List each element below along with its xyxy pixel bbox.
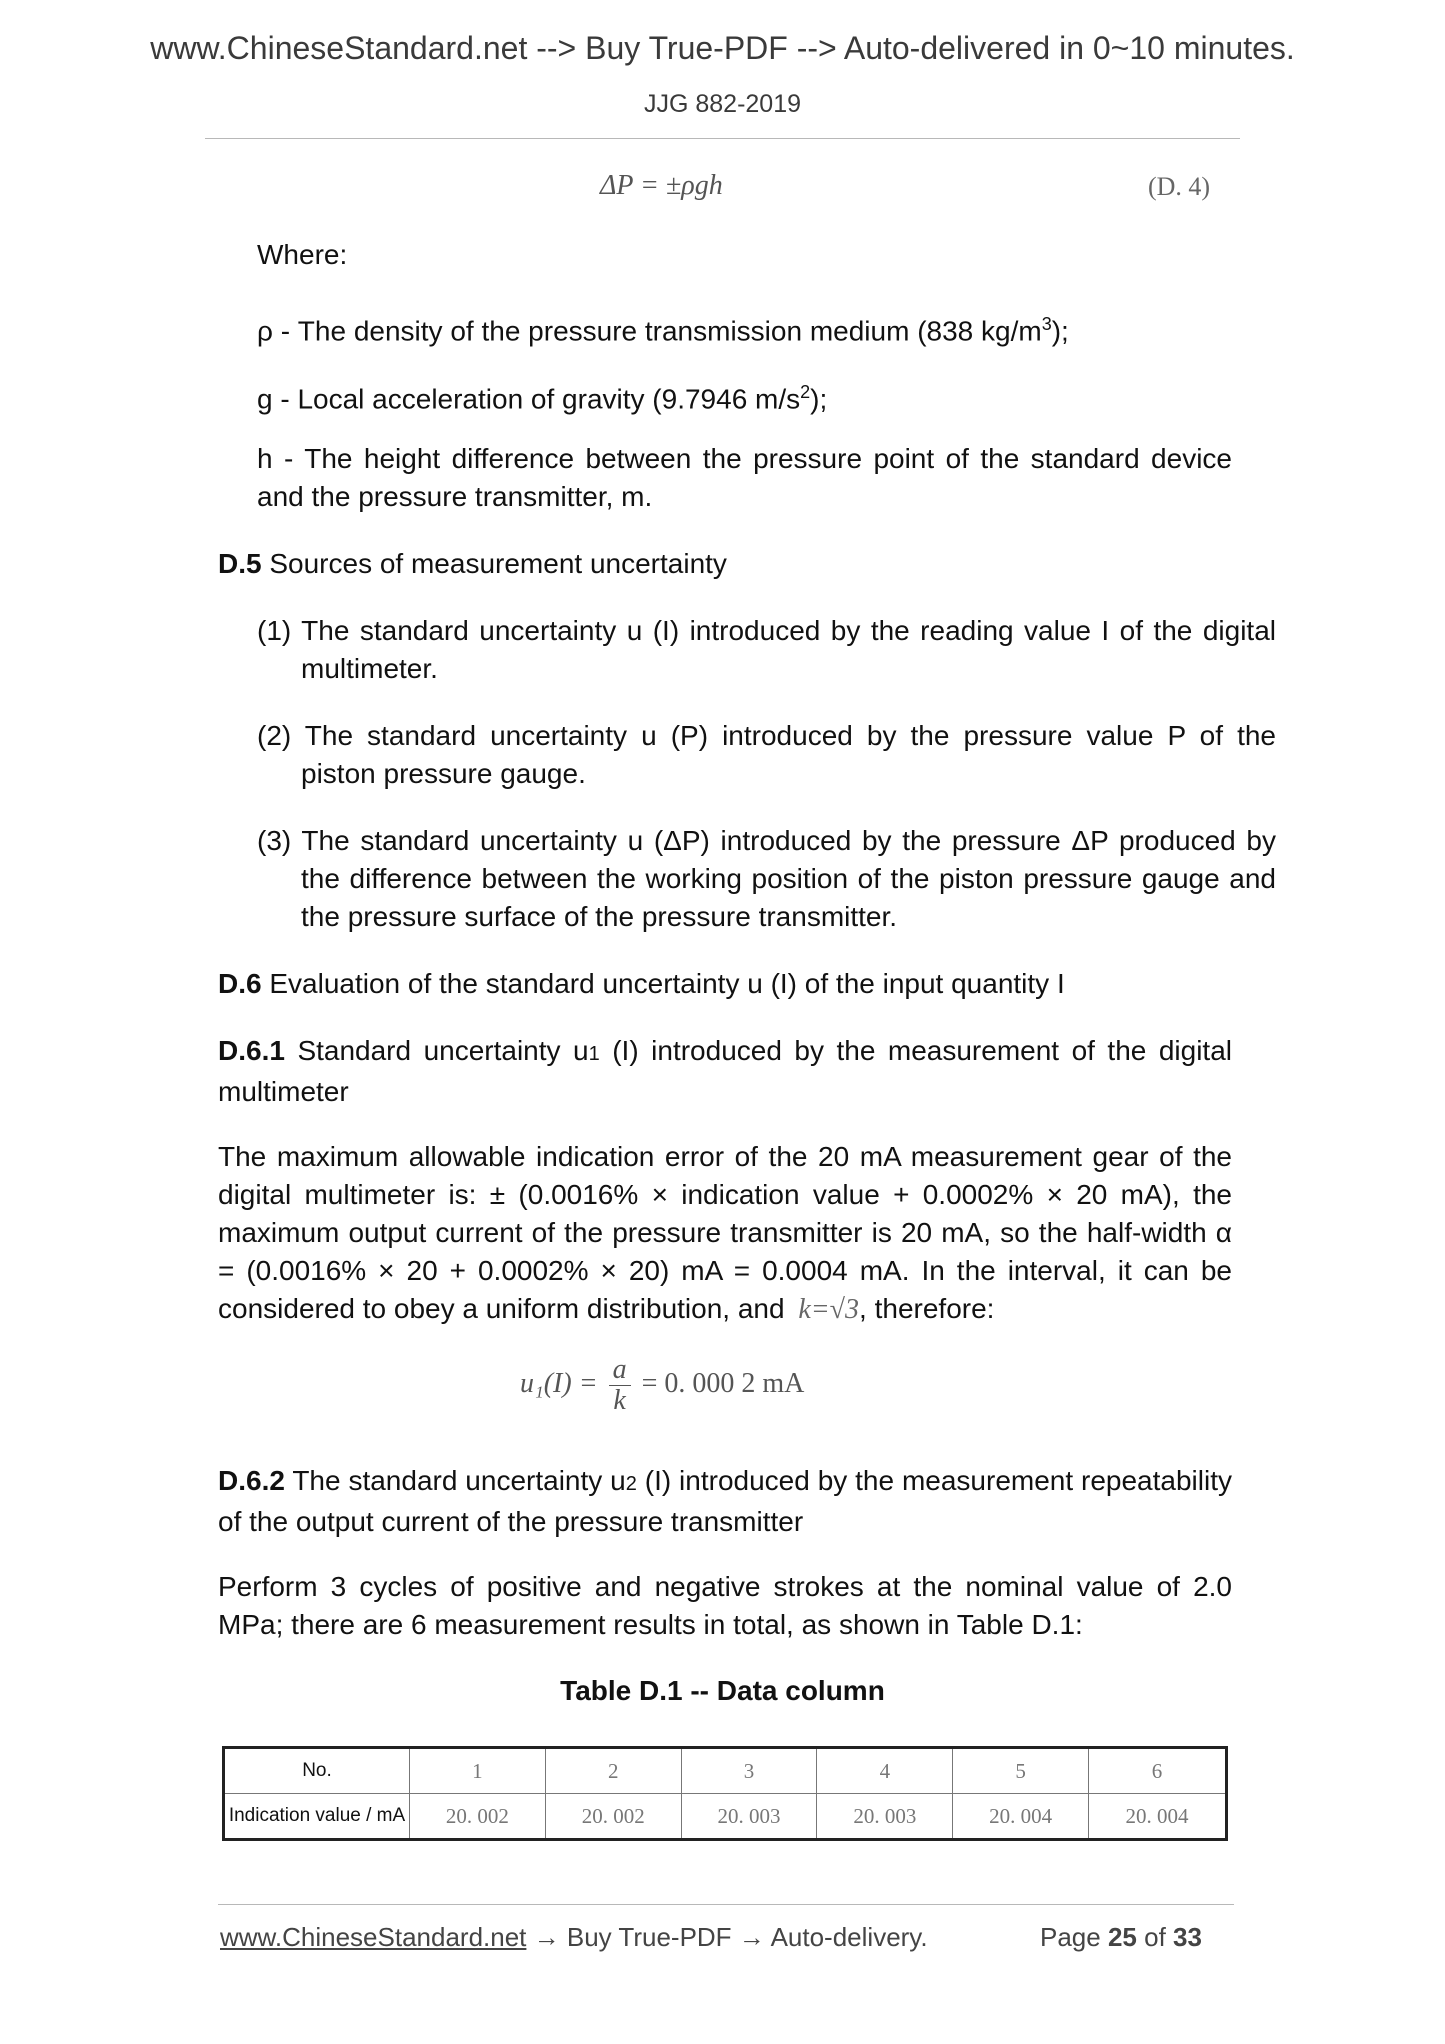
definition-g-text: g - Local acceleration of gravity (9.7946 m/s — [257, 383, 801, 415]
definition-rho-text: ρ - The density of the pressure transmission medium (838 kg/m — [257, 315, 1042, 347]
table-header-no: No. — [224, 1748, 410, 1794]
section-d5-number: D.5 — [218, 548, 262, 579]
section-d62-title-b: (I) introduced by the measurement repeatability of the output current of the pressure transmitter — [218, 1465, 1232, 1537]
definition-rho — [257, 305, 1237, 350]
page-number: 25 — [1107, 1922, 1137, 1952]
footer-rule — [218, 1904, 1234, 1905]
table-cell-value: 20. 004 — [1089, 1794, 1227, 1840]
section-d6-title: Evaluation of the standard uncertainty u (I) of the input quantity I — [269, 968, 1065, 999]
equation-u1-lhs: u₁(I) = — [520, 1367, 598, 1399]
document-id: JJG 882-2019 — [643, 90, 802, 118]
section-d62-title-a: The standard uncertainty u — [292, 1465, 626, 1496]
equation-d4-number: (D. 4) — [1148, 172, 1211, 201]
section-d6-number: D.6 — [218, 968, 262, 999]
equation-d4: ΔP = ±ρgh — [600, 170, 723, 201]
section-d61-title-b: (I) introduced by the measurement of the digital multimeter — [218, 1035, 1232, 1107]
table-cell-value: 20. 002 — [410, 1794, 546, 1840]
data-table — [222, 1746, 1228, 1841]
table-header-indication: Indication value / mA — [224, 1794, 410, 1840]
d61-body-end: , therefore: — [859, 1293, 995, 1324]
table-cell-number: 1 — [410, 1748, 546, 1794]
table-cell-number: 4 — [817, 1748, 953, 1794]
k-expression: k=√3 — [798, 1294, 860, 1325]
equation-u1-denominator: k — [613, 1385, 626, 1416]
top-banner: www.ChineseStandard.net --> Buy True-PDF --> Auto-delivered in 0~10 minutes. — [150, 30, 1295, 66]
table-cell-number: 2 — [545, 1748, 681, 1794]
d61-body-text: The maximum allowable indication error of the 20 mA measurement gear of the digital multimeter is: ± (0.0016% × indication value + 0.0002% × 20 mA), the maximum output current of the pressure transmitter is 20 mA, so the half-width α = (0.0016% × 20 + 0.0002% × 20) mA = 0.0004 mA. In the interval, it can be considered to obey a uniform distribution, and — [218, 1141, 1232, 1324]
section-d62-title-sub: 2 — [625, 1473, 637, 1495]
definition-rho-end: ); — [1051, 315, 1069, 347]
section-d62-heading — [218, 1462, 1232, 1541]
table-caption: Table D.1 -- Data column — [560, 1675, 885, 1706]
section-d5-heading — [218, 545, 1238, 583]
page-indicator — [1040, 1922, 1202, 1953]
page-label: Page — [1040, 1922, 1101, 1952]
d62-body: Perform 3 cycles of positive and negative strokes at the nominal value of 2.0 MPa; there are 6 measurement results in total, as shown in Table D.1: — [218, 1571, 1232, 1640]
table-row — [224, 1748, 1227, 1794]
where-label: Where: — [257, 239, 348, 270]
of-label: of — [1144, 1922, 1166, 1952]
definition-h: h - The height difference between the pressure point of the standard device and the pressure transmitter, m. — [257, 443, 1232, 512]
d5-item-3: (3) The standard uncertainty u (ΔP) introduced by the pressure ΔP produced by the difference between the working position of the piston pressure gauge and the pressure surface of the pressure transmitter. — [257, 825, 1276, 932]
d5-item-2: (2) The standard uncertainty u (P) introduced by the pressure value P of the piston pressure gauge. — [257, 720, 1276, 789]
equation-u1-fraction — [609, 1355, 631, 1416]
section-d6-heading — [218, 965, 1238, 1003]
d5-item-1: (1) The standard uncertainty u (I) introduced by the reading value I of the digital multimeter. — [257, 615, 1276, 684]
equation-u1-numerator: a — [609, 1355, 631, 1386]
footer-link[interactable]: www.ChineseStandard.net — [220, 1922, 527, 1952]
table-cell-number: 6 — [1089, 1748, 1227, 1794]
table-cell-number: 3 — [681, 1748, 817, 1794]
section-d61-title-sub: 1 — [588, 1043, 600, 1065]
table-cell-value: 20. 002 — [545, 1794, 681, 1840]
section-d5-title: Sources of measurement uncertainty — [269, 548, 727, 579]
section-d62-number: D.6.2 — [218, 1465, 285, 1496]
d61-body — [218, 1138, 1232, 1329]
definition-rho-sup: 3 — [1041, 314, 1052, 334]
page-total: 33 — [1173, 1922, 1202, 1952]
table-row — [224, 1794, 1227, 1840]
table-cell-value: 20. 003 — [817, 1794, 953, 1840]
section-d61-title-a: Standard uncertainty u — [297, 1035, 589, 1066]
footer-promo-text: → Buy True-PDF → Auto-delivery. — [526, 1922, 928, 1952]
table-cell-number: 5 — [953, 1748, 1089, 1794]
definition-g — [257, 373, 1237, 418]
equation-u1-rhs: = 0. 000 2 mA — [641, 1367, 805, 1399]
header-rule — [205, 138, 1240, 139]
section-d61-number: D.6.1 — [218, 1035, 285, 1066]
definition-g-sup: 2 — [800, 382, 811, 402]
table-cell-value: 20. 004 — [953, 1794, 1089, 1840]
definition-g-end: ); — [810, 383, 828, 415]
footer-promo — [220, 1922, 928, 1953]
table-cell-value: 20. 003 — [681, 1794, 817, 1840]
section-d61-heading — [218, 1032, 1232, 1111]
equation-u1 — [520, 1355, 804, 1416]
